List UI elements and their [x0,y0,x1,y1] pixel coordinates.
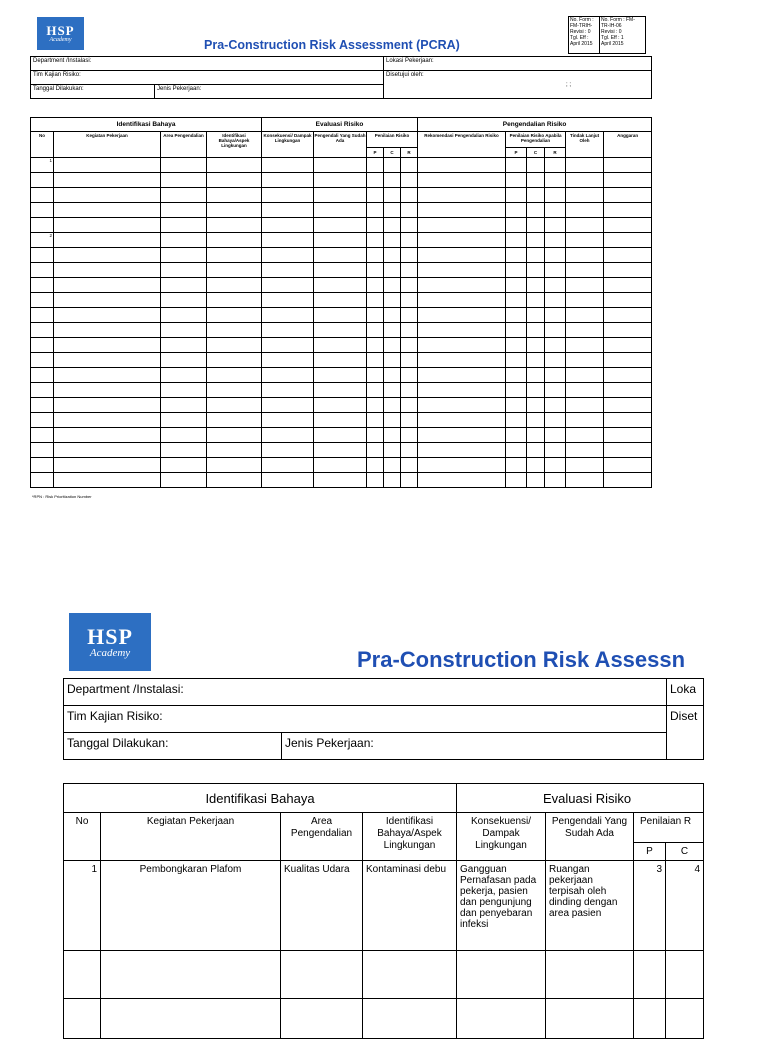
table-row [64,999,704,1039]
group-pengendalian: Pengendalian Risiko [418,118,652,132]
header-konsekuensi-zoom: Konsekuensi/ Dampak Lingkungan [457,813,546,861]
table-row [31,368,652,383]
header-pengendali-zoom: Pengendali Yang Sudah Ada [546,813,634,861]
department-field-zoom[interactable]: Department /Instalasi: [64,679,667,706]
header-tindak: Tindak Lanjut Oleh [566,132,604,158]
table-row [31,338,652,353]
table-row [31,248,652,263]
department-field[interactable]: Department /Instalasi: [31,57,384,71]
page-title: Pra-Construction Risk Assessment (PCRA) [204,38,460,52]
header-identifikasi-zoom: Identifikasi Bahaya/Aspek Lingkungan [363,813,457,861]
header-area-zoom: Area Pengendalian [281,813,363,861]
table-row [31,158,652,173]
header-c-zoom: C [666,842,704,860]
jenis-field[interactable]: Jenis Pekerjaan: [155,85,384,99]
header-penilaian-zoom: Penilaian R [634,813,704,843]
row1-pengendali: Ruangan pekerjaan terpisah oleh dinding dengan area pasien [546,861,634,951]
header-kegiatan-zoom: Kegiatan Pekerjaan [101,813,281,861]
tim-field[interactable]: Tim Kajian Risiko: [31,71,384,85]
header-penilaian-apabila: Penilaian Risiko Apabila Pengendalian [506,132,566,148]
table-row [31,263,652,278]
tim-field-zoom[interactable]: Tim Kajian Risiko: [64,706,667,733]
tanggal-field-zoom[interactable]: Tanggal Dilakukan: [64,733,282,760]
logo-sub: Academy [49,37,72,43]
table-row [31,323,652,338]
header-konsekuensi: Konsekuensi/ Dampak Lingkungan [262,132,314,158]
header-no: No [31,132,54,158]
header-c2: C [527,148,545,158]
assessment-table-zoom [63,783,704,1039]
logo-sub-zoom: Academy [89,646,131,659]
disetujui-field[interactable]: Disetujui oleh: ; ; [384,71,652,99]
group-evaluasi-zoom: Evaluasi Risiko [457,784,704,813]
header-rekomendasi: Rekomendasi Pengendalian Risiko [418,132,506,158]
row-number-2: 2 [31,233,54,248]
table-body [31,158,652,488]
table-row [31,293,652,308]
table-row [31,398,652,413]
info-table [30,56,652,99]
logo [37,17,84,50]
header-penilaian: Penilaian Risiko [367,132,418,148]
disetujui-field-zoom[interactable]: Diset [667,706,704,760]
table-row [31,173,652,188]
table-row [31,458,652,473]
table-row [31,188,652,203]
info-table-zoom [63,678,704,760]
row1-identifikasi: Kontaminasi debu [363,861,457,951]
lokasi-field[interactable]: Lokasi Pekerjaan: [384,57,652,71]
row1-area: Kualitas Udara [281,861,363,951]
table-row [31,413,652,428]
table-row [31,203,652,218]
table-row [31,443,652,458]
table-row [31,353,652,368]
header-p: P [367,148,384,158]
row1-konsekuensi: Gangguan Pernafasan pada pekerja, pasien dan pengunjung dan penyebaran infeksi [457,861,546,951]
table-row [64,951,704,999]
row1-no: 1 [64,861,101,951]
table-row [31,473,652,488]
form-box-col1: No. Form : FM-TRIH- Revisi : 0 Tgl. Eff : April 2015 [569,17,600,54]
header-pengendali: Pengendali Yang Sudah Ada [314,132,367,158]
table-row [31,383,652,398]
form-info-box [568,16,646,54]
row1-p: 3 [634,861,666,951]
logo-main: HSP [46,23,75,38]
group-identifikasi-zoom: Identifikasi Bahaya [64,784,457,813]
jenis-field-zoom[interactable]: Jenis Pekerjaan: [282,733,667,760]
table-row [31,428,652,443]
form-box-col2: No. Form : FM- TR-IH-06 Revisi : 0 Tgl. Eff : 1 April 2015 [600,17,646,54]
header-c: C [384,148,401,158]
header-area: Area Pengendalian [161,132,207,158]
assessment-table-small [30,117,652,488]
header-p-zoom: P [634,842,666,860]
row-number-1: 1 [31,158,54,173]
table-row [31,218,652,233]
tanggal-field[interactable]: Tanggal Dilakukan: [31,85,155,99]
header-r2: R [545,148,566,158]
row1-kegiatan: Pembongkaran Plafom [101,861,281,951]
page-title-zoom: Pra-Construction Risk Assessn [357,647,686,672]
group-evaluasi: Evaluasi Risiko [262,118,418,132]
group-identifikasi: Identifikasi Bahaya [31,118,262,132]
lokasi-field-zoom[interactable]: Loka [667,679,704,706]
logo-main-zoom: HSP [87,623,133,649]
header-identifikasi: Identifikasi Bahaya/Aspek Lingkungan [207,132,262,158]
row1-c: 4 [666,861,704,951]
header-anggaran: Anggaran [604,132,652,158]
header-kegiatan: Kegiatan Pekerjaan [54,132,161,158]
header-no-zoom: No [64,813,101,861]
footnote: *RPN : Risk Prioritization Number [32,494,92,499]
header-r: R [401,148,418,158]
header-p2: P [506,148,527,158]
table-row [31,308,652,323]
table-row [31,233,652,248]
table-row [31,278,652,293]
logo-zoom [69,613,151,671]
